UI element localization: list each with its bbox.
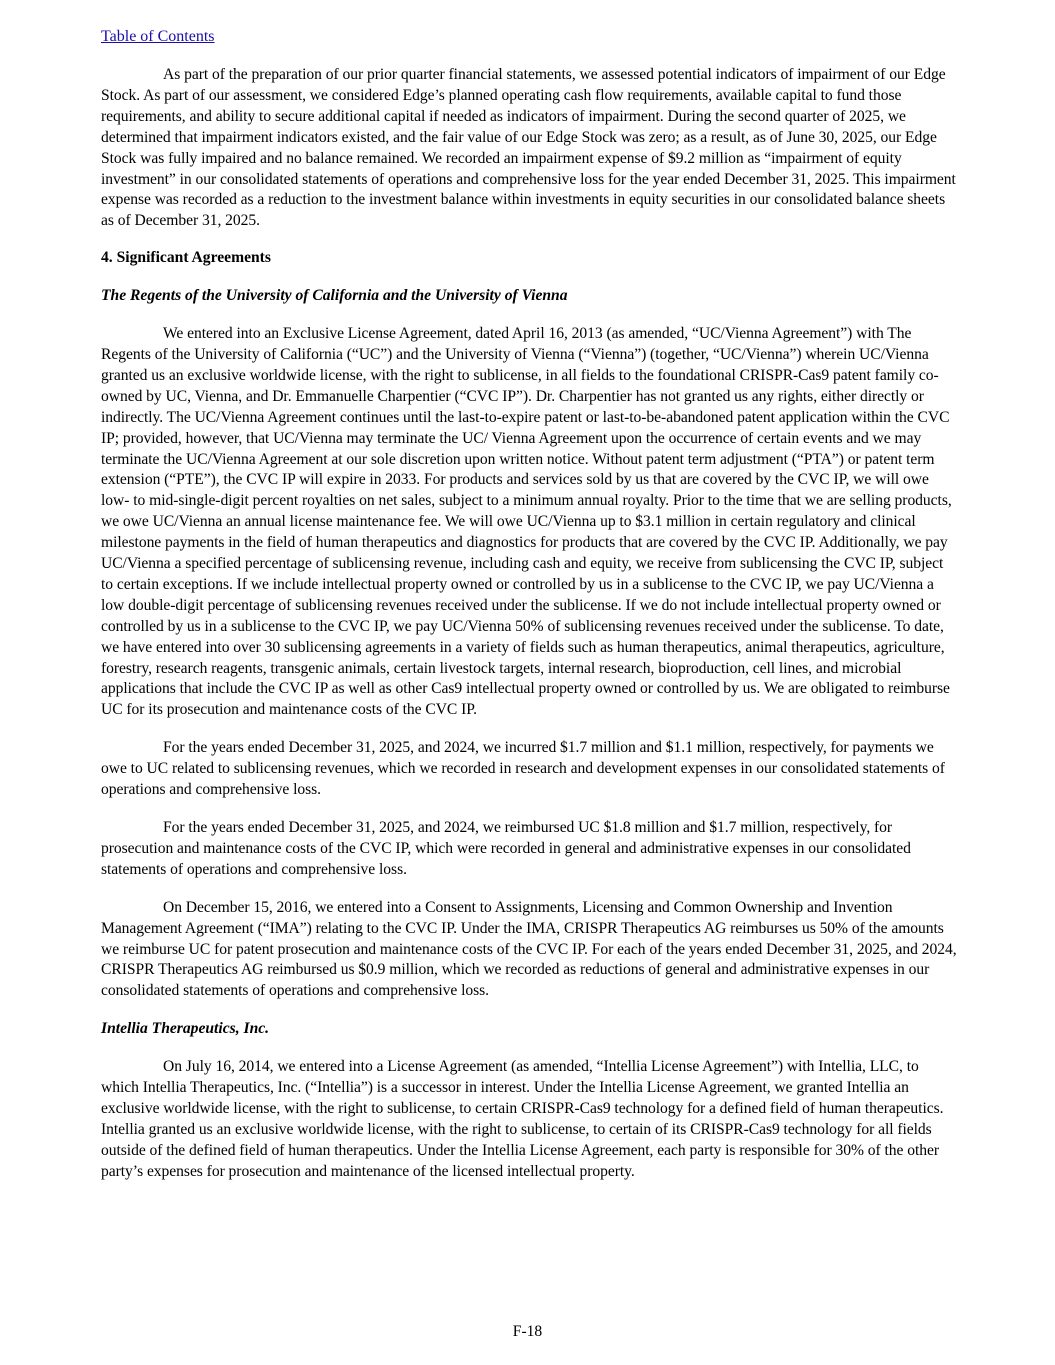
table-of-contents-link[interactable]: Table of Contents xyxy=(101,28,215,45)
intellia-license-paragraph: On July 16, 2014, we entered into a License Agreement (as amended, “Intellia License Agreement”) with Intellia, LLC, to which Intellia Therapeutics, Inc. (“Intellia”) is a successor in interest. Under the Intellia License Agreement, we granted Intellia an exclusive worldwide license, with the right to sublicense, to certain CRISPR-Cas9 technology for a defined field of human therapeutics. Intellia granted us an exclusive worldwide license, with the right to sublicense, to certain of its CRISPR-Cas9 technology for all fields outside of the defined field of human therapeutics. Under the Intellia License Agreement, each party is responsible for 30% of the other party’s expenses for prosecution and maintenance of the licensed intellectual property. xyxy=(101,1058,944,1180)
ima-paragraph: On December 15, 2016, we entered into a Consent to Assignments, Licensing and Common Ownership and Invention Management Agreement (“IMA”) relating to the CVC IP. Under the IMA, CRISPR Therapeutics AG reimburses us 50% of the amounts we reimburse UC for patent prosecution and maintenance costs of the CVC IP. For each of the years ended December 31, 2025, and 2024, CRISPR Therapeutics AG reimbursed us $0.9 million, which we recorded as reductions of general and administrative expenses in our consolidated statements of operations and comprehensive loss. xyxy=(101,898,957,1000)
intellia-subheading: Intellia Therapeutics, Inc. xyxy=(101,1020,270,1038)
section-heading: 4. Significant Agreements xyxy=(101,249,271,267)
document-page xyxy=(101,26,957,1183)
uc-vienna-agreement-paragraph: We entered into an Exclusive License Agreement, dated April 16, 2013 (as amended, “UC/Vienna Agreement”) with The Regents of the University of California (“UC”) and the University of Vienna (“Vienna”) (together, “UC/Vienna”) wherein UC/Vienna granted us an exclusive worldwide license, with the right to sublicense, in all fields to the foundational CRISPR-Cas9 patent family co-owned by UC, Vienna, and Dr. Emmanuelle Charpentier (“CVC IP”). Dr. Charpentier has not granted us any rights, either directly or indirectly. The UC/Vienna Agreement continues until the last-to-expire patent or last-to-be-abandoned patent application within the CVC IP; provided, however, that UC/Vienna may terminate the UC/ Vienna Agreement upon the occurrence of certain events and we may terminate the UC/Vienna Agreement at our sole discretion upon written notice. Without patent term adjustment (“PTA”) or patent term extension (“PTE”), the CVC IP will expire in 2033. For products and services sold by us that are covered by the CVC IP, we will owe low- to mid-single-digit percent royalties on net sales, subject to a minimum annual royalty. Prior to the time that we are selling products, we owe UC/Vienna an annual license maintenance fee. We will owe UC/Vienna up to $3.1 million in certain regulatory and clinical milestone payments in the field of human therapeutics and diagnostics for products that are covered by the CVC IP. Additionally, we pay UC/Vienna a specified percentage of sublicensing revenue, including cash and equity, we receive from sublicensing the CVC IP, subject to certain exceptions. If we include intellectual property owned or controlled by us in a sublicense to the CVC IP, we pay UC/Vienna a low double-digit percentage of sublicensing revenues received under the sublicense. If we do not include intellectual property owned or controlled by us in a sublicense to the CVC IP, we pay UC/Vienna 50% of sublicensing revenues received under the sublicense. To date, we have entered into over 30 sublicensing agreements in a variety of fields such as human therapeutics, animal therapeutics, agriculture, forestry, research reagents, transgenic animals, certain livestock targets, internal research, bioproduction, cell lines, and microbial applications that include the CVC IP as well as other Cas9 intellectual property owned or controlled by us. We are obligated to reimburse UC for its prosecution and maintenance costs of the CVC IP. xyxy=(101,325,952,719)
sublicensing-payments-paragraph: For the years ended December 31, 2025, and 2024, we incurred $1.7 million and $1.1 million, respectively, for payments we owe to UC related to sublicensing revenues, which we recorded in research and development expenses in our consolidated statements of operations and comprehensive loss. xyxy=(101,739,945,799)
impairment-paragraph: As part of the preparation of our prior quarter financial statements, we assessed potential indicators of impairment of our Edge Stock. As part of our assessment, we considered Edge’s planned operating cash flow requirements, available capital to fund those requirements, and ability to secure additional capital if needed as indicators of impairment. During the second quarter of 2025, we determined that impairment indicators existed, and the fair value of our Edge Stock was zero; as a result, as of June 30, 2025, our Edge Stock was fully impaired and no balance remained. We recorded an impairment expense of $9.2 million as “impairment of equity investment” in our consolidated statements of operations and comprehensive loss for the year ended December 31, 2025. This impairment expense was recorded as a reduction to the investment balance within investments in equity securities in our consolidated balance sheets as of December 31, 2025. xyxy=(101,66,956,230)
page-number: F-18 xyxy=(512,1323,543,1340)
uc-vienna-subheading: The Regents of the University of California and the University of Vienna xyxy=(101,287,568,305)
prosecution-costs-paragraph: For the years ended December 31, 2025, and 2024, we reimbursed UC $1.8 million and $1.7 million, respectively, for prosecution and maintenance costs of the CVC IP, which were recorded in general and administrative expenses in our consolidated statements of operations and comprehensive loss. xyxy=(101,819,911,878)
